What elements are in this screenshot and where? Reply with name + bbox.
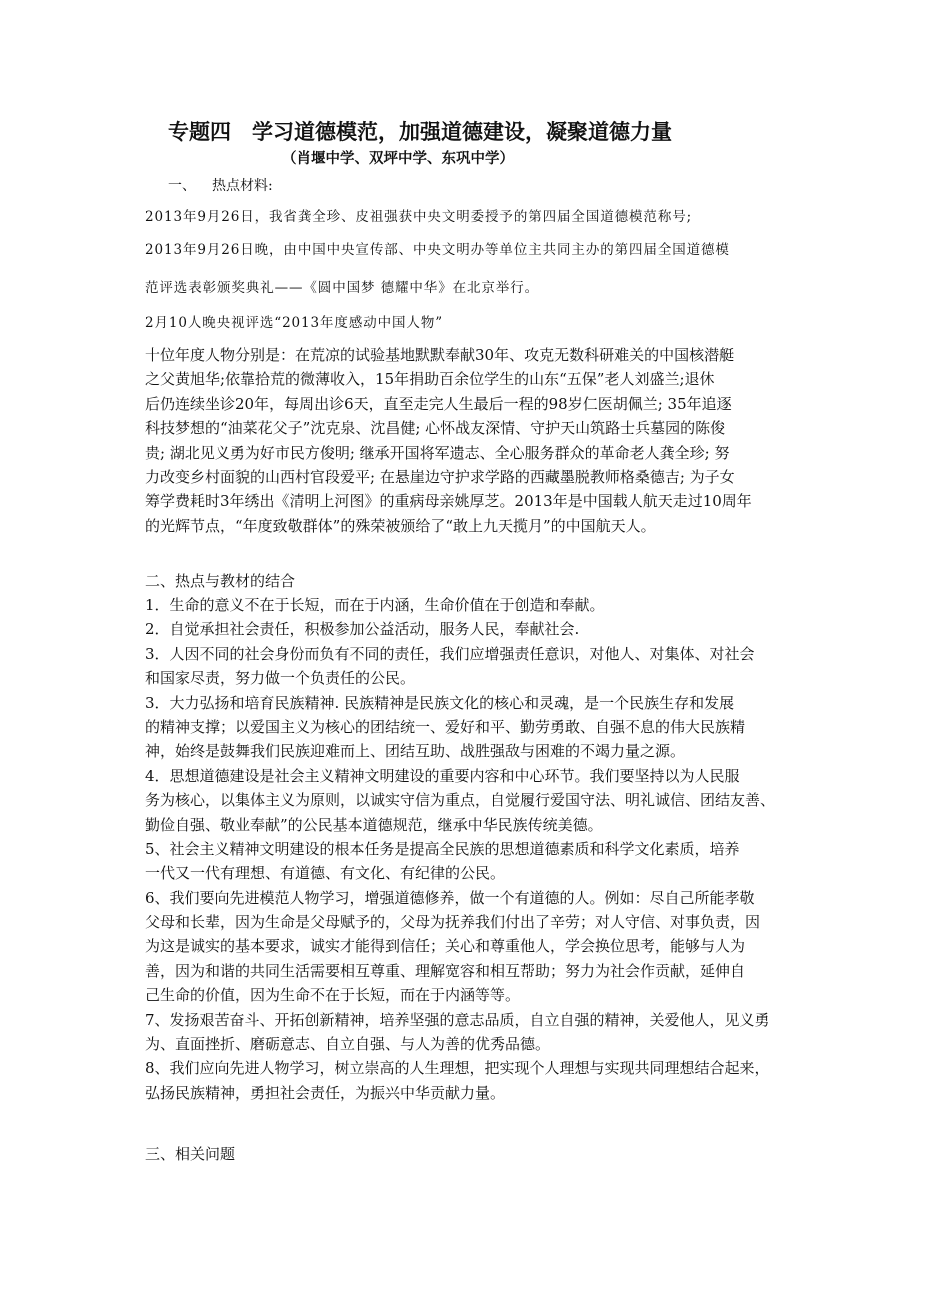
point-line: 己生命的价值，因为生命不在于长短，而在于内涵等等。 [145,986,521,1005]
paragraph-line: 之父黄旭华;依靠拾荒的微薄收入，15年捐助百余位学生的山东“五保”老人刘盛兰;退休 [145,370,715,389]
paragraph-line: 后仍连续坐诊20年，每周出诊6天，直至走完人生最后一程的98岁仁医胡佩兰; 35年追逐 [145,394,732,413]
paragraph-line: 筹学费耗时3年绣出《清明上河图》的重病母亲姚厚芝。2013年是中国载人航天走过10周年 [145,492,752,511]
news-line: 2013年9月26日，我省龚全珍、皮祖强获中央文明委授予的第四届全国道德模范称号; [145,209,693,225]
document-title: 专题四 学习道德模范，加强道德建设，凝聚道德力量 [168,120,672,144]
point-line: 一代又一代有理想、有道德、有文化、有纪律的公民。 [145,864,506,883]
point-line: 1．生命的意义不在于长短，而在于内涵，生命价值在于创造和奉献。 [145,596,605,614]
point-line: 和国家尽责，努力做一个负责任的公民。 [145,669,416,688]
point-line: 4．思想道德建设是社会主义精神文明建设的重要内容和中心环节。我们要坚持以为人民服 [145,766,740,785]
paragraph-line: 十位年度人物分别是：在荒凉的试验基地默默奉献30年、攻克无数科研难关的中国核潜艇 [145,346,735,364]
point-line: 5、社会主义精神文明建设的根本任务是提高全民族的思想道德素质和科学文化素质，培养 [145,839,740,858]
point-line: 3．人因不同的社会身份而负有不同的责任，我们应增强责任意识，对他人、对集体、对社会 [145,644,755,663]
point-line: 父母和长辈，因为生命是父母赋予的，父母为抚养我们付出了辛劳；对人守信、对事负责，因 [145,913,761,932]
point-line: 7、发扬艰苦奋斗、开拓创新精神，培养坚强的意志品质，自立自强的精神，关爱他人，见义勇 [145,1010,770,1029]
point-line: 神，始终是鼓舞我们民族迎难而上、团结互助、战胜强敌与困难的不竭力量之源。 [145,742,686,761]
paragraph-line: 科技梦想的“油菜花父子”沈克泉、沈昌健; 心怀战友深情、守护天山筑路士兵墓园的陈俊 [145,419,726,438]
point-line: 善，因为和谐的共同生活需要相互尊重、理解宽容和相互帮助；努力为社会作贡献，延伸自 [145,961,746,980]
paragraph-line: 的光辉节点，“年度致敬群体”的殊荣被颁给了“敢上九天揽月”的中国航天人。 [145,516,656,535]
news-line: 2013年9月26日晚，由中国中央宣传部、中央文明办等单位主共同主办的第四届全国道德模 [145,242,730,258]
section-heading-hot-material [168,176,273,196]
point-line: 3．大力弘扬和培育民族精神. 民族精神是民族文化的核心和灵魂，是一个民族生存和发展 [145,693,735,712]
point-line: 2．自觉承担社会责任，积极参加公益活动，服务人民，奉献社会. [145,620,580,639]
paragraph-line: 贵; 湖北见义勇为好市民方俊明; 继承开国将军遗志、全心服务群众的革命老人龚全珍; 努 [145,443,730,462]
point-line: 的精神支撑；以爱国主义为核心的团结统一、爱好和平、勤劳勇敢、自强不息的伟大民族精 [145,717,746,736]
news-line: 范评选表彰颁奖典礼——《圆中国梦 德耀中华》在北京举行。 [145,280,539,296]
news-line: 2月10人晚央视评选“2013年度感动中国人物” [145,315,444,331]
paragraph-line: 力改变乡村面貌的山西村官段爱平; 在悬崖边守护求学路的西藏墨脱教师格桑德吉; 为子女 [145,467,735,486]
point-line: 为、直面挫折、磨砺意志、自立自强、与人为善的优秀品德。 [145,1035,551,1054]
section-number: 一、 [168,178,196,194]
point-line: 弘扬民族精神，勇担社会责任，为振兴中华贡献力量。 [145,1083,506,1102]
point-line: 务为核心，以集体主义为原则，以诚实守信为重点，自觉履行爱国守法、明礼诚信、团结友善、 [145,791,776,810]
textbook-points [145,593,815,1105]
section-heading-questions: 三、相关问题 [145,1145,236,1163]
point-line: 8、我们应向先进人物学习，树立崇高的人生理想，把实现个人理想与实现共同理想结合起来， [145,1059,770,1078]
section-heading-textbook: 二、热点与教材的结合 [145,572,296,590]
document-subtitle: （肖堰中学、双坪中学、东巩中学） [282,151,514,167]
persons-paragraph [145,343,815,538]
point-line: 6、我们要向先进模范人物学习，增强道德修养，做一个有道德的人。例如：尽自己所能孝敬 [145,888,755,907]
section-label: 热点材料: [212,178,273,194]
point-line: 勤俭自强、敬业奉献”的公民基本道德规范，继承中华民族传统美德。 [145,815,603,834]
point-line: 为这是诚实的基本要求，诚实才能得到信任；关心和尊重他人，学会换位思考，能够与人为 [145,937,746,956]
